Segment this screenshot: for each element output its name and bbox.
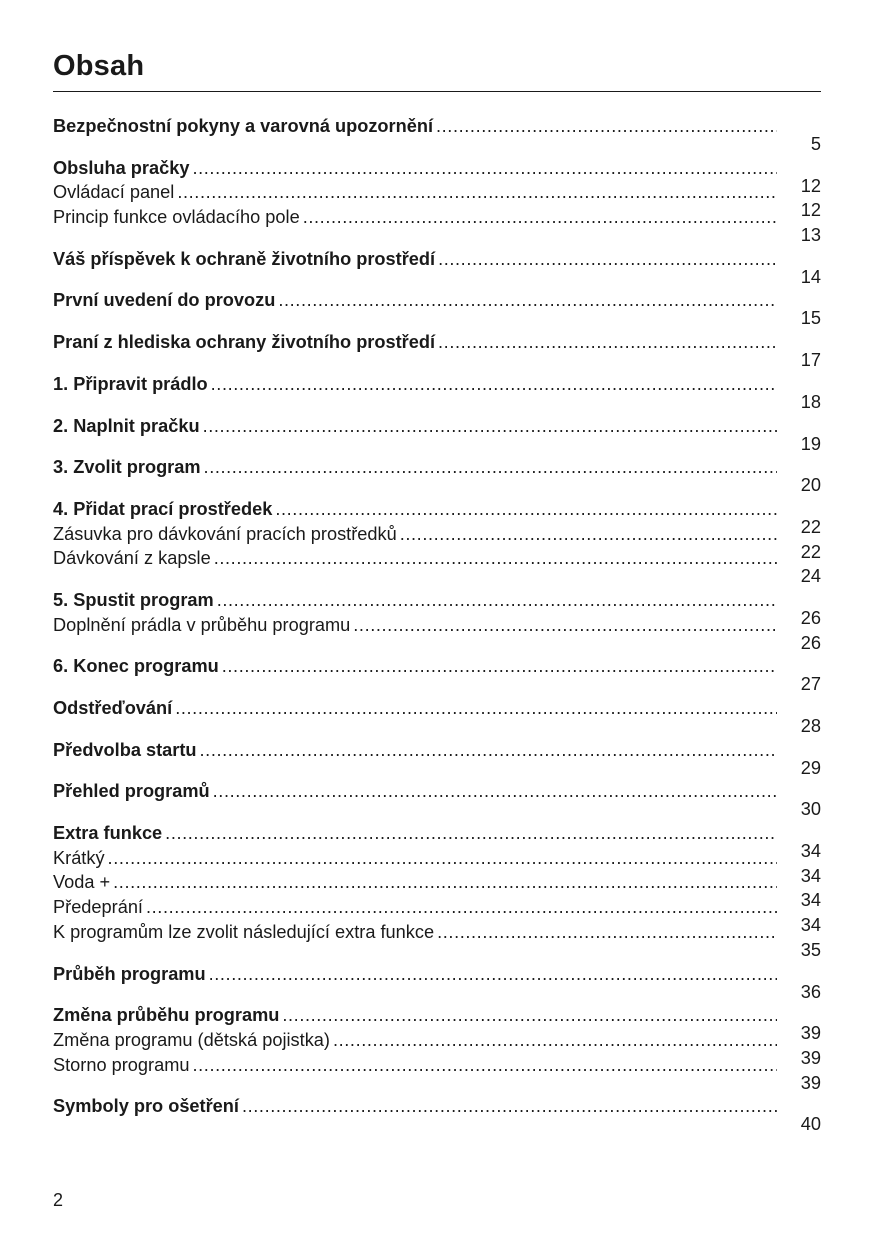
toc-dot-leader bbox=[214, 546, 777, 571]
toc-group bbox=[53, 414, 821, 454]
toc-chapter-entry[interactable] bbox=[53, 288, 821, 329]
toc-group bbox=[53, 1003, 821, 1093]
toc-chapter-entry[interactable] bbox=[53, 455, 821, 496]
toc-page-number: 26 bbox=[800, 632, 821, 653]
toc-entry-label: 2. Naplnit pračku bbox=[53, 415, 200, 436]
toc-entry-label: Předeprání bbox=[53, 897, 143, 918]
toc-entry-label: 6. Konec programu bbox=[53, 656, 219, 677]
toc-entry-label: 1. Připravit prádlo bbox=[53, 373, 208, 394]
toc-dot-leader bbox=[146, 895, 777, 920]
toc-page-number: 29 bbox=[800, 757, 821, 778]
toc-entry-label: Přehled programů bbox=[53, 781, 210, 802]
toc-page-number: 35 bbox=[800, 939, 821, 960]
toc-dot-leader bbox=[438, 247, 777, 272]
toc-dot-leader bbox=[438, 330, 777, 355]
toc-dot-leader bbox=[211, 372, 777, 397]
toc-chapter-entry[interactable] bbox=[53, 962, 821, 1002]
toc-dot-leader bbox=[113, 870, 777, 895]
toc-chapter-entry[interactable] bbox=[53, 247, 821, 287]
toc-page-number: 39 bbox=[800, 1023, 821, 1044]
toc-dot-leader bbox=[177, 180, 777, 205]
toc-entry-label: Obsluha pračky bbox=[53, 157, 190, 178]
toc-entry-label: Doplnění prádla v průběhu programu bbox=[53, 614, 351, 635]
title-divider bbox=[53, 91, 821, 92]
toc-chapter-entry[interactable] bbox=[53, 696, 821, 736]
toc-chapter-entry[interactable] bbox=[53, 738, 821, 778]
toc-page-number: 12 bbox=[800, 175, 821, 196]
toc-page-number: 34 bbox=[800, 865, 821, 886]
toc-dot-leader bbox=[165, 821, 777, 846]
toc-entry-label: 3. Zvolit program bbox=[53, 457, 201, 478]
toc-group bbox=[53, 330, 821, 371]
toc-page-number: 34 bbox=[800, 841, 821, 862]
toc-dot-leader bbox=[353, 613, 777, 638]
toc-entry-label: Dávkování z kapsle bbox=[53, 548, 211, 569]
toc-entry-label: Změna programu (dětská pojistka) bbox=[53, 1029, 330, 1050]
toc-entry-label: 5. Spustit program bbox=[53, 589, 214, 610]
toc-page-number: 5 bbox=[810, 134, 821, 154]
toc-chapter-entry[interactable] bbox=[53, 114, 821, 154]
toc-subentry[interactable] bbox=[53, 920, 821, 960]
toc-group bbox=[53, 962, 821, 1002]
toc-page-number: 14 bbox=[800, 266, 821, 287]
toc-subentry[interactable] bbox=[53, 546, 821, 587]
toc-page-number: 15 bbox=[800, 308, 821, 329]
toc-page-number: 22 bbox=[800, 516, 821, 537]
toc-dot-leader bbox=[108, 846, 777, 871]
toc-entry-label: Ovládací panel bbox=[53, 182, 175, 203]
toc-entry-label: Váš příspěvek k ochraně životního prostředí bbox=[53, 248, 436, 269]
toc-dot-leader bbox=[275, 497, 777, 522]
toc-group bbox=[53, 288, 821, 329]
toc-group bbox=[53, 588, 821, 653]
toc-page-number: 27 bbox=[800, 674, 821, 695]
toc-page-number: 40 bbox=[800, 1114, 821, 1135]
toc-dot-leader bbox=[278, 288, 777, 313]
toc-page-number: 30 bbox=[800, 799, 821, 820]
toc-dot-leader bbox=[213, 779, 777, 804]
toc-dot-leader bbox=[400, 522, 777, 547]
toc-page-number: 28 bbox=[800, 716, 821, 736]
toc-entry-label: Voda + bbox=[53, 872, 111, 893]
toc-entry-label: Extra funkce bbox=[53, 823, 163, 844]
toc-group bbox=[53, 114, 821, 154]
toc-page-number: 34 bbox=[800, 890, 821, 911]
toc-group bbox=[53, 654, 821, 695]
toc-entry-label: Předvolba startu bbox=[53, 739, 197, 760]
toc-chapter-entry[interactable] bbox=[53, 330, 821, 371]
toc-page-number: 24 bbox=[800, 566, 821, 587]
toc-chapter-entry[interactable] bbox=[53, 654, 821, 695]
toc-page-number: 26 bbox=[800, 607, 821, 628]
toc-entry-label: Zásuvka pro dávkování pracích prostředků bbox=[53, 523, 397, 544]
toc-entry-label: Průběh programu bbox=[53, 963, 206, 984]
toc-page-number: 34 bbox=[800, 915, 821, 936]
toc-subentry[interactable] bbox=[53, 613, 821, 653]
toc-chapter-entry[interactable] bbox=[53, 1094, 821, 1135]
toc-entry-label: Praní z hlediska ochrany životního prostředí bbox=[53, 332, 436, 353]
toc-dot-leader bbox=[209, 962, 777, 987]
toc-group bbox=[53, 247, 821, 287]
toc-page-number: 12 bbox=[800, 200, 821, 221]
toc-entry-label: Krátký bbox=[53, 847, 105, 868]
toc-subentry[interactable] bbox=[53, 205, 821, 246]
toc-subentry[interactable] bbox=[53, 1053, 821, 1093]
toc-group bbox=[53, 779, 821, 820]
toc-group bbox=[53, 372, 821, 412]
toc-group bbox=[53, 497, 821, 587]
toc-entry-label: Symboly pro ošetření bbox=[53, 1096, 239, 1117]
toc-dot-leader bbox=[200, 738, 777, 763]
toc-page-number: 18 bbox=[800, 391, 821, 412]
toc-page-number: 20 bbox=[800, 475, 821, 496]
toc-group bbox=[53, 1094, 821, 1135]
toc-entry-label: Odstřeďování bbox=[53, 698, 173, 718]
toc-chapter-entry[interactable] bbox=[53, 372, 821, 412]
toc-entry-label: 4. Přidat prací prostředek bbox=[53, 498, 273, 519]
page-number: 2 bbox=[53, 1190, 64, 1210]
toc-page-number: 36 bbox=[800, 981, 821, 1002]
toc-entry-label: K programům lze zvolit následující extra funkce bbox=[53, 921, 435, 942]
toc-dot-leader bbox=[192, 1053, 777, 1078]
toc-entry-label: První uvedení do provozu bbox=[53, 290, 276, 311]
toc-group bbox=[53, 738, 821, 778]
toc-dot-leader bbox=[436, 114, 777, 139]
toc-entry-label: Bezpečnostní pokyny a varovná upozornění bbox=[53, 116, 433, 136]
toc-dot-leader bbox=[192, 156, 777, 181]
toc-page-number: 17 bbox=[800, 350, 821, 371]
toc-chapter-entry[interactable] bbox=[53, 414, 821, 454]
toc-dot-leader bbox=[282, 1003, 777, 1028]
toc-page-number: 19 bbox=[800, 433, 821, 454]
toc-group bbox=[53, 156, 821, 246]
toc-group bbox=[53, 696, 821, 736]
toc-page-number: 39 bbox=[800, 1047, 821, 1068]
toc-dot-leader bbox=[333, 1028, 777, 1053]
toc-chapter-entry[interactable] bbox=[53, 779, 821, 820]
toc-group bbox=[53, 455, 821, 496]
toc-dot-leader bbox=[217, 588, 777, 613]
toc-dot-leader bbox=[175, 696, 777, 721]
toc-dot-leader bbox=[303, 205, 777, 230]
toc-dot-leader bbox=[437, 920, 777, 945]
toc-group bbox=[53, 821, 821, 960]
toc-dot-leader bbox=[222, 654, 777, 679]
toc-page-number: 39 bbox=[800, 1072, 821, 1093]
page-title: Obsah bbox=[53, 50, 145, 82]
toc-entry-label: Princip funkce ovládacího pole bbox=[53, 207, 300, 228]
toc-dot-leader bbox=[204, 455, 777, 480]
toc-page-number: 22 bbox=[800, 541, 821, 562]
toc-dot-leader bbox=[203, 414, 777, 439]
toc-entry-label: Změna průběhu programu bbox=[53, 1005, 280, 1026]
table-of-contents bbox=[53, 114, 821, 1136]
toc-page-number: 13 bbox=[800, 225, 821, 246]
toc-entry-label: Storno programu bbox=[53, 1054, 190, 1075]
toc-dot-leader bbox=[242, 1094, 777, 1119]
